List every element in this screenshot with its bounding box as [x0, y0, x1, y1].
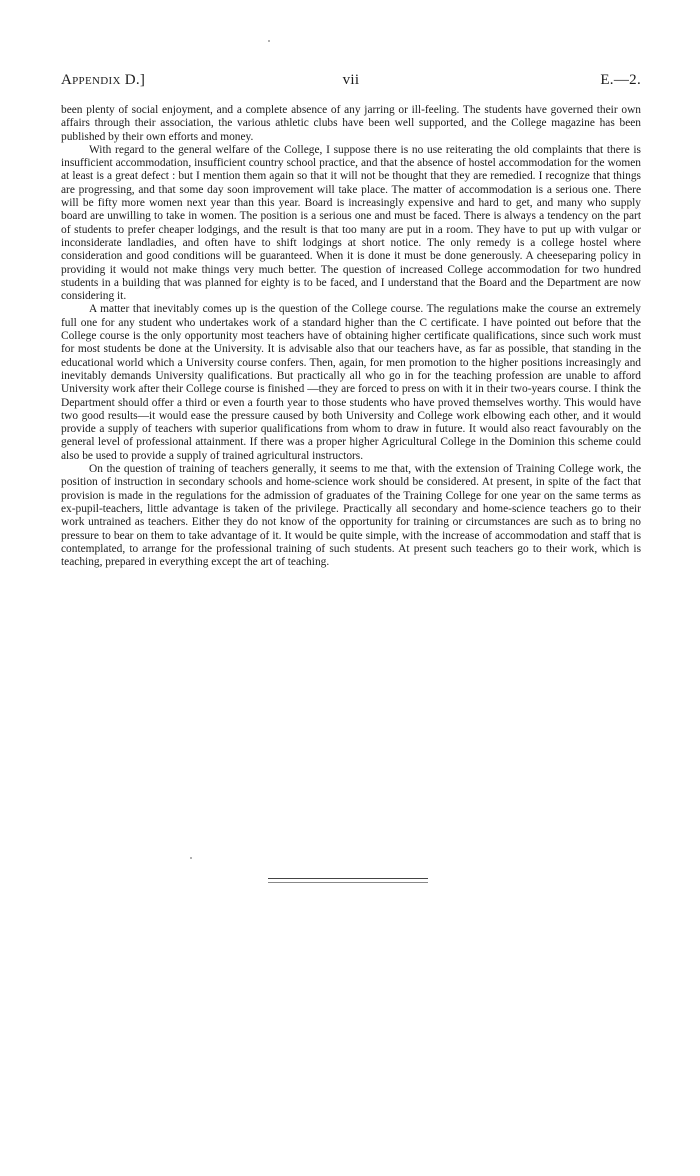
document-reference: E.—2. — [600, 72, 641, 88]
scan-speck — [190, 857, 192, 859]
paragraph-teacher-training: On the question of training of teachers generally, it seems to me that, with the extension of Training College work, the position of instruction in secondary schools and home-science work should be considered. At present, in spite of the fact that provision is made in the regulations for the admission of graduates of the Training College for one year on the same terms as ex-pupil-teachers, little advantage is taken of the privilege. Practically all secondary and home-science teachers go to their work untrained as teachers. Either they do not know of the opportunity for training or circumstances are such as to bring no pressure to bear on them to take advantage of it. It would be quite simple, with the increase of accommodation and staff that is contemplated, to arrange for the professional training of such students. At present such teachers go to their work, which is teaching, prepared in everything except the art of teaching. — [61, 463, 641, 569]
page-header — [61, 72, 641, 94]
paragraph-college-welfare: With regard to the general welfare of the College, I suppose there is no use reiterating the old complaints that there is insufficient accommodation, insufficient country school practice, and that the absence of hostel accommodation for the women at least is a great defect : but I mention them again so that it will not be thought that they are remedied. I recognize that things are progressing, and that some day soon improvement will take place. The matter of accommodation is a serious one. There will be fifty more women next year than this year. Board is increasingly expensive and hard to get, and many who supply board are unwilling to take in women. The position is a serious one and must be faced. There is always a tendency on the part of students to prefer cheaper lodgings, and the result is that too many are put in a room. They have to put up with vulgar or inconsiderate landladies, and often have to shift lodgings at short notice. The only remedy is a college hostel where consideration and good conditions will be guaranteed. When it is done it must be done generously. A cheeseparing policy in providing it would not make things very much better. The question of increased College accommodation for two hundred students in a building that was planned for eighty is to be faced, and I understand that the Board and the Department are now considering it. — [61, 143, 641, 303]
page-number: vii — [342, 72, 360, 88]
end-rule — [268, 878, 428, 879]
appendix-label: Appendix D.] — [61, 72, 146, 88]
body-text — [61, 104, 641, 569]
end-rule-thin — [268, 882, 428, 883]
paragraph-college-course: A matter that inevitably comes up is the question of the College course. The regulations make the course an extremely full one for any student who undertakes work of a standard higher than the C certificate. I have pointed out before that the College course is the only opportunity most teachers have of obtaining higher certificate qualifications, since such work must for most students be done at the University. It is advisable also that our teachers have, as far as possible, that standing in the educational world which a University course confers. Then, again, for men promotion to the higher positions increasingly and inevitably demands University qualifications. But practically all who go in for the teaching profession are unable to afford University work after their College course is finished —they are forced to press on with it in their two-years course. I think the Department should offer a third or even a fourth year to those students who have proved themselves worthy. This would have two good results—it would ease the pressure caused by both University and College work elbowing each other, and it would provide a supply of teachers with superior qualifications from whom to draw in future. It would also react favourably on the general level of professional attainment. If there was a proper higher Agricultural College in the Dominion this scheme could also be used to provide a supply of trained agricultural instructors. — [61, 303, 641, 462]
scan-speck — [268, 40, 270, 42]
paragraph-continued: been plenty of social enjoyment, and a complete absence of any jarring or ill-feeling. The students have governed their own affairs through their association, the various athletic clubs have been well supported, and the College magazine has been published by their own efforts and money. — [61, 104, 641, 143]
